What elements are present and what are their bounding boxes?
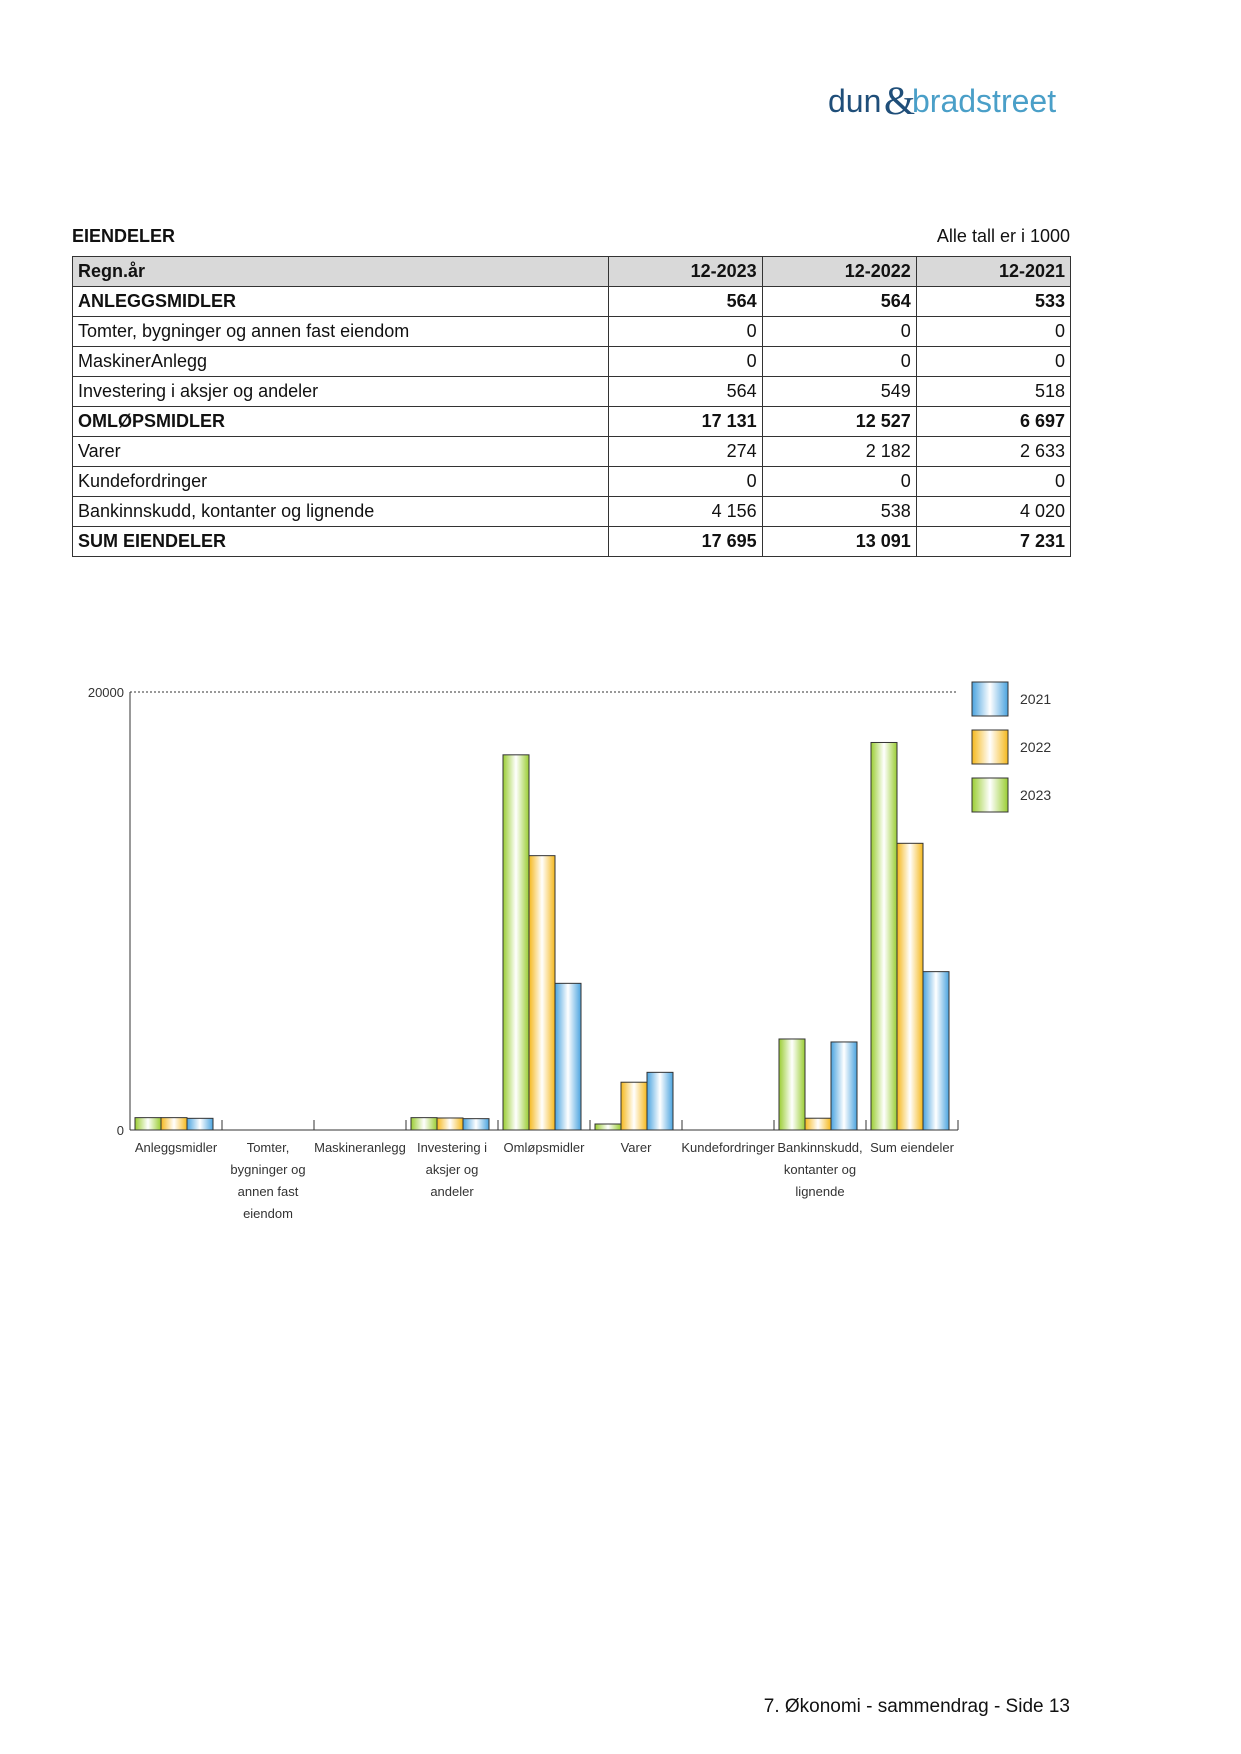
row-value: 0	[608, 317, 762, 347]
x-category-label: lignende	[795, 1184, 845, 1199]
row-label: Bankinnskudd, kontanter og lignende	[73, 497, 609, 527]
table-row	[73, 497, 1071, 527]
legend-swatch-2021	[972, 682, 1008, 716]
row-value: 17 131	[608, 407, 762, 437]
row-value: 13 091	[762, 527, 916, 557]
table-row	[73, 317, 1071, 347]
bar-2022	[805, 1118, 831, 1130]
bar-2021	[831, 1042, 857, 1130]
logo-text-right: bradstreet	[912, 83, 1057, 119]
header-2022: 12-2022	[762, 257, 916, 287]
legend-label: 2021	[1020, 691, 1052, 707]
row-value: 0	[762, 347, 916, 377]
y-tick-label: 0	[116, 1123, 124, 1138]
row-value: 6 697	[916, 407, 1070, 437]
logo-text-left: dun	[828, 83, 882, 119]
row-value: 0	[608, 347, 762, 377]
table-row	[73, 287, 1071, 317]
bar-2023	[871, 742, 897, 1130]
bar-2021	[923, 972, 949, 1130]
x-category-label: Investering i	[416, 1140, 488, 1155]
bar-2023	[595, 1124, 621, 1130]
row-label: Tomter, bygninger og annen fast eiendom	[73, 317, 609, 347]
row-value: 0	[608, 467, 762, 497]
row-label: Varer	[73, 437, 609, 467]
row-value: 564	[608, 287, 762, 317]
legend-swatch-2022	[972, 730, 1008, 764]
row-value: 4 020	[916, 497, 1070, 527]
y-tick-label: 20000	[87, 685, 124, 700]
row-label: SUM EIENDELER	[73, 527, 609, 557]
bar-2022	[161, 1118, 187, 1130]
row-value: 17 695	[608, 527, 762, 557]
row-value: 564	[608, 377, 762, 407]
row-value: 4 156	[608, 497, 762, 527]
bar-2023	[411, 1118, 437, 1130]
bar-2021	[187, 1118, 213, 1130]
x-category-label: aksjer og	[425, 1162, 479, 1177]
row-label: ANLEGGSMIDLER	[73, 287, 609, 317]
header-regnaar: Regn.år	[73, 257, 609, 287]
row-value: 12 527	[762, 407, 916, 437]
bar-2023	[135, 1118, 161, 1130]
x-category-label: bygninger og	[230, 1162, 306, 1177]
row-value: 2 633	[916, 437, 1070, 467]
legend-label: 2023	[1020, 787, 1052, 803]
table-row	[73, 437, 1071, 467]
bar-2022	[529, 856, 555, 1130]
dun-bradstreet-logo	[828, 78, 1068, 124]
bar-2021	[555, 983, 581, 1130]
row-value: 518	[916, 377, 1070, 407]
legend-label: 2022	[1020, 739, 1052, 755]
unit-note: Alle tall er i 1000	[936, 226, 1070, 246]
legend-swatch-2023	[972, 778, 1008, 812]
x-category-label: andeler	[430, 1184, 474, 1199]
row-label: OMLØPSMIDLER	[73, 407, 609, 437]
bar-2023	[503, 755, 529, 1130]
x-category-label: Omløpsmidler	[503, 1140, 585, 1155]
x-category-label: Tomter,	[246, 1140, 290, 1155]
header-2023: 12-2023	[608, 257, 762, 287]
x-category-label: Bankinnskudd,	[777, 1140, 863, 1155]
bar-2021	[463, 1119, 489, 1130]
table-row	[73, 467, 1071, 497]
row-value: 564	[762, 287, 916, 317]
page-footer: 7. Økonomi - sammendrag - Side 13	[763, 1696, 1070, 1717]
header-2021: 12-2021	[916, 257, 1070, 287]
x-category-label: annen fast	[237, 1184, 299, 1199]
row-value: 7 231	[916, 527, 1070, 557]
row-value: 0	[916, 317, 1070, 347]
bar-2023	[779, 1039, 805, 1130]
x-category-label: Varer	[620, 1140, 652, 1155]
table-row	[73, 377, 1071, 407]
bar-2021	[647, 1072, 673, 1130]
assets-table	[72, 256, 1071, 557]
row-value: 549	[762, 377, 916, 407]
row-value: 0	[762, 317, 916, 347]
row-value: 2 182	[762, 437, 916, 467]
table-row	[73, 527, 1071, 557]
x-category-label: Kundefordringer	[681, 1140, 775, 1155]
bar-2022	[621, 1082, 647, 1130]
row-label: Investering i aksjer og andeler	[73, 377, 609, 407]
assets-bar-chart	[70, 678, 1090, 1238]
bar-2022	[437, 1118, 463, 1130]
row-label: MaskinerAnlegg	[73, 347, 609, 377]
row-value: 538	[762, 497, 916, 527]
table-header-row	[73, 257, 1071, 287]
x-category-label: Anleggsmidler	[134, 1140, 218, 1155]
row-label: Kundefordringer	[73, 467, 609, 497]
row-value: 0	[762, 467, 916, 497]
x-category-label: Maskineranlegg	[314, 1140, 406, 1155]
table-row	[73, 347, 1071, 377]
row-value: 533	[916, 287, 1070, 317]
section-title: EIENDELER	[72, 226, 176, 246]
row-value: 274	[608, 437, 762, 467]
row-value: 0	[916, 347, 1070, 377]
x-category-label: Sum eiendeler	[870, 1140, 954, 1155]
table-row	[73, 407, 1071, 437]
x-category-label: kontanter og	[783, 1162, 857, 1177]
logo-ampersand: &	[884, 78, 916, 123]
row-value: 0	[916, 467, 1070, 497]
bar-2022	[897, 843, 923, 1130]
x-category-label: eiendom	[243, 1206, 293, 1221]
